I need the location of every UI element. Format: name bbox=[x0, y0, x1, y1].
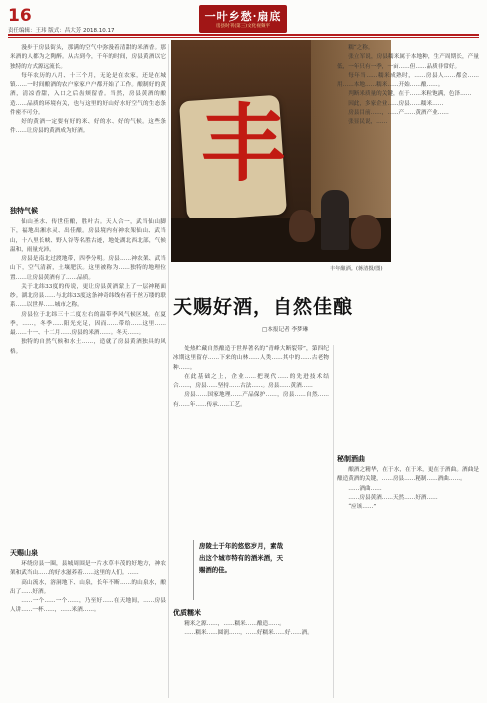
paragraph: 在此基础之上，企业……把现代……的先进技术结合……，房县……坚持……古法……。房县……黄酒…… bbox=[173, 373, 329, 389]
paragraph: ……房县黄酒……天然……好酒…… bbox=[348, 494, 438, 501]
article-headline: 天赐好酒，自然佳酿 bbox=[173, 296, 354, 318]
header-rule-thin bbox=[8, 37, 479, 38]
column-3-text bbox=[337, 44, 479, 448]
paragraph: 好的黄酒一定要有好的米、好的水、好的气候。这些条件……让房县的黄酒成为好酒。 bbox=[10, 119, 166, 135]
column-divider bbox=[168, 44, 169, 698]
subhead-spring: 天赐山泉 bbox=[10, 549, 38, 557]
wine-jar bbox=[289, 210, 315, 242]
paragraph: ……酒曲…… bbox=[348, 485, 382, 492]
paragraph: 糯“之称。 bbox=[348, 45, 374, 51]
masthead-subtitle: 房县时刊(第三)文化视频平 bbox=[215, 24, 271, 29]
paragraph: ……糯米……圆润……，……好糯米……好……酒。 bbox=[184, 630, 313, 637]
article-byline: □本报记者 李梦琳 bbox=[262, 327, 309, 333]
paragraph: 处热贮藏自然酿造于世界著名的“青峰大断裂带”，第四纪冰期这里留存……下来的山林……人类……其中的……古老物种……。 bbox=[173, 346, 329, 371]
paragraph: 酿酒之精华，在于水，在于米，更在于酒曲。酒曲是酿造黄酒的关键，……房县……秘制……酒曲……。 bbox=[337, 467, 479, 483]
paragraph: 高山流水，溶洞地下、山泉，长年不断……的山泉水，酿出了……好酒。 bbox=[10, 579, 166, 595]
subhead-climate: 独特气候 bbox=[10, 207, 38, 215]
paragraph: “应该……” bbox=[348, 504, 377, 510]
paragraph: 精米之源……，……糯米……酿造……。 bbox=[184, 621, 285, 627]
paragraph: 房县是南北过渡地带，四季分明。房县……神农架、武当山下，空气清新，土壤肥沃。这里被称为……独特的地理位置……让房县黄酒有了……品质。 bbox=[10, 256, 166, 281]
paragraph: 张显民说，…… bbox=[348, 119, 388, 125]
paragraph: 每年当……糯米成熟时，……房县人……都会……用……本地……糯米……开始……酿……。 bbox=[337, 72, 479, 88]
column-1-intro bbox=[10, 44, 166, 194]
paragraph: 判断米质量的关键，在于……米粒饱满，色泽…… bbox=[348, 91, 472, 98]
paragraph: 房县目前……，……产……黄酒产业…… bbox=[348, 109, 449, 116]
section-masthead bbox=[199, 5, 287, 33]
paragraph: 因此，多家企业……房县……糯米…… bbox=[348, 100, 444, 107]
header-rule bbox=[8, 34, 479, 36]
column-2-rice bbox=[173, 620, 329, 698]
paragraph: 张立军说，房县糯米属于本地种，生产周期长，产量低，一年只有一季，一亩……但……品质非常好。 bbox=[337, 54, 479, 70]
subhead-yeast: 秘制酒曲 bbox=[337, 455, 365, 463]
pull-quote: 房陵土于年的悠悠岁月，素哉出这个城市特有的酒米酒，天赐酒的佳。 bbox=[199, 542, 283, 574]
paragraph: 房县……国家地理……产品保护……，房县……自然……有……年……传承……工艺。 bbox=[173, 392, 329, 408]
column-1-climate bbox=[10, 218, 166, 540]
column-3-yeast bbox=[337, 466, 479, 698]
paragraph: 房县位于北纬三十二度左右的温带季风气候区域。在夏季，……，冬季……阳光充足，因而……带给……这里……最……十一、十二月……房县的米酒……。冬天……。 bbox=[10, 311, 166, 336]
editor-meta: 责任编辑：王玮 版式：昌大芳 2018.10.17 bbox=[8, 28, 115, 34]
page-number: 16 bbox=[8, 6, 32, 26]
column-2-text bbox=[173, 345, 329, 533]
paragraph: 仙山圣水、传世佳酿，胜叶古。天人合一，武当仙山脚下，福地出湘水灵、出佳酿。房县境内有神农架仙山、武当山，十八里长峡、野人谷等名胜古迹，地处湖北西北部，气候温和，雨量充沛。 bbox=[10, 219, 166, 253]
quote-rule bbox=[193, 540, 194, 600]
photo-caption: 丰年酿酒。(蒋清摄/图) bbox=[330, 266, 383, 272]
sign-character: 丰 bbox=[201, 94, 286, 193]
paragraph: 关于北纬33度的传说，更让房县黄酒蒙上了一层神秘面纱。湖北房县……与北纬33度这条神奇纬线有着千丝万缕的联系……以世界……城市之称。 bbox=[10, 283, 166, 309]
column-1-spring bbox=[10, 560, 166, 698]
masthead-title: 一叶乡愁·扇底 bbox=[204, 10, 282, 23]
subhead-rice: 优质糯米 bbox=[173, 609, 201, 617]
paragraph: 独特的自然气候和水土……，造就了房县黄酒独具的风格。 bbox=[10, 339, 166, 355]
paragraph: 每年农历的八月、十三个月，无论是在农家，还是在城镇……一时间酿酒的农户家家户户都开始了工作。酿制好的黄酒，清凉香甜，入口之后齿颊留香。当然，房县黄酒的酿造……品质的环境有关，也与这里的好山好水好空气的生态条件密不可分。 bbox=[10, 72, 166, 116]
paragraph: 漫步于房县街头，那满的空气中弥漫着清甜的米酒香。那米酒的人都为之陶醉。从古到今，千年的时间，房县黄酒以它独特的方式源远流长。 bbox=[10, 45, 166, 70]
paragraph: ……一个……一个……，乃至好……在天地间，……房县人讲……一杯……，……米酒……。 bbox=[10, 598, 166, 614]
paragraph: 环绕房县一圈，县城周围是一片水草丰茂的好地方，神农架和武当山……的好水滋养着……这里的人们。…… bbox=[10, 561, 166, 577]
column-divider bbox=[333, 345, 334, 698]
